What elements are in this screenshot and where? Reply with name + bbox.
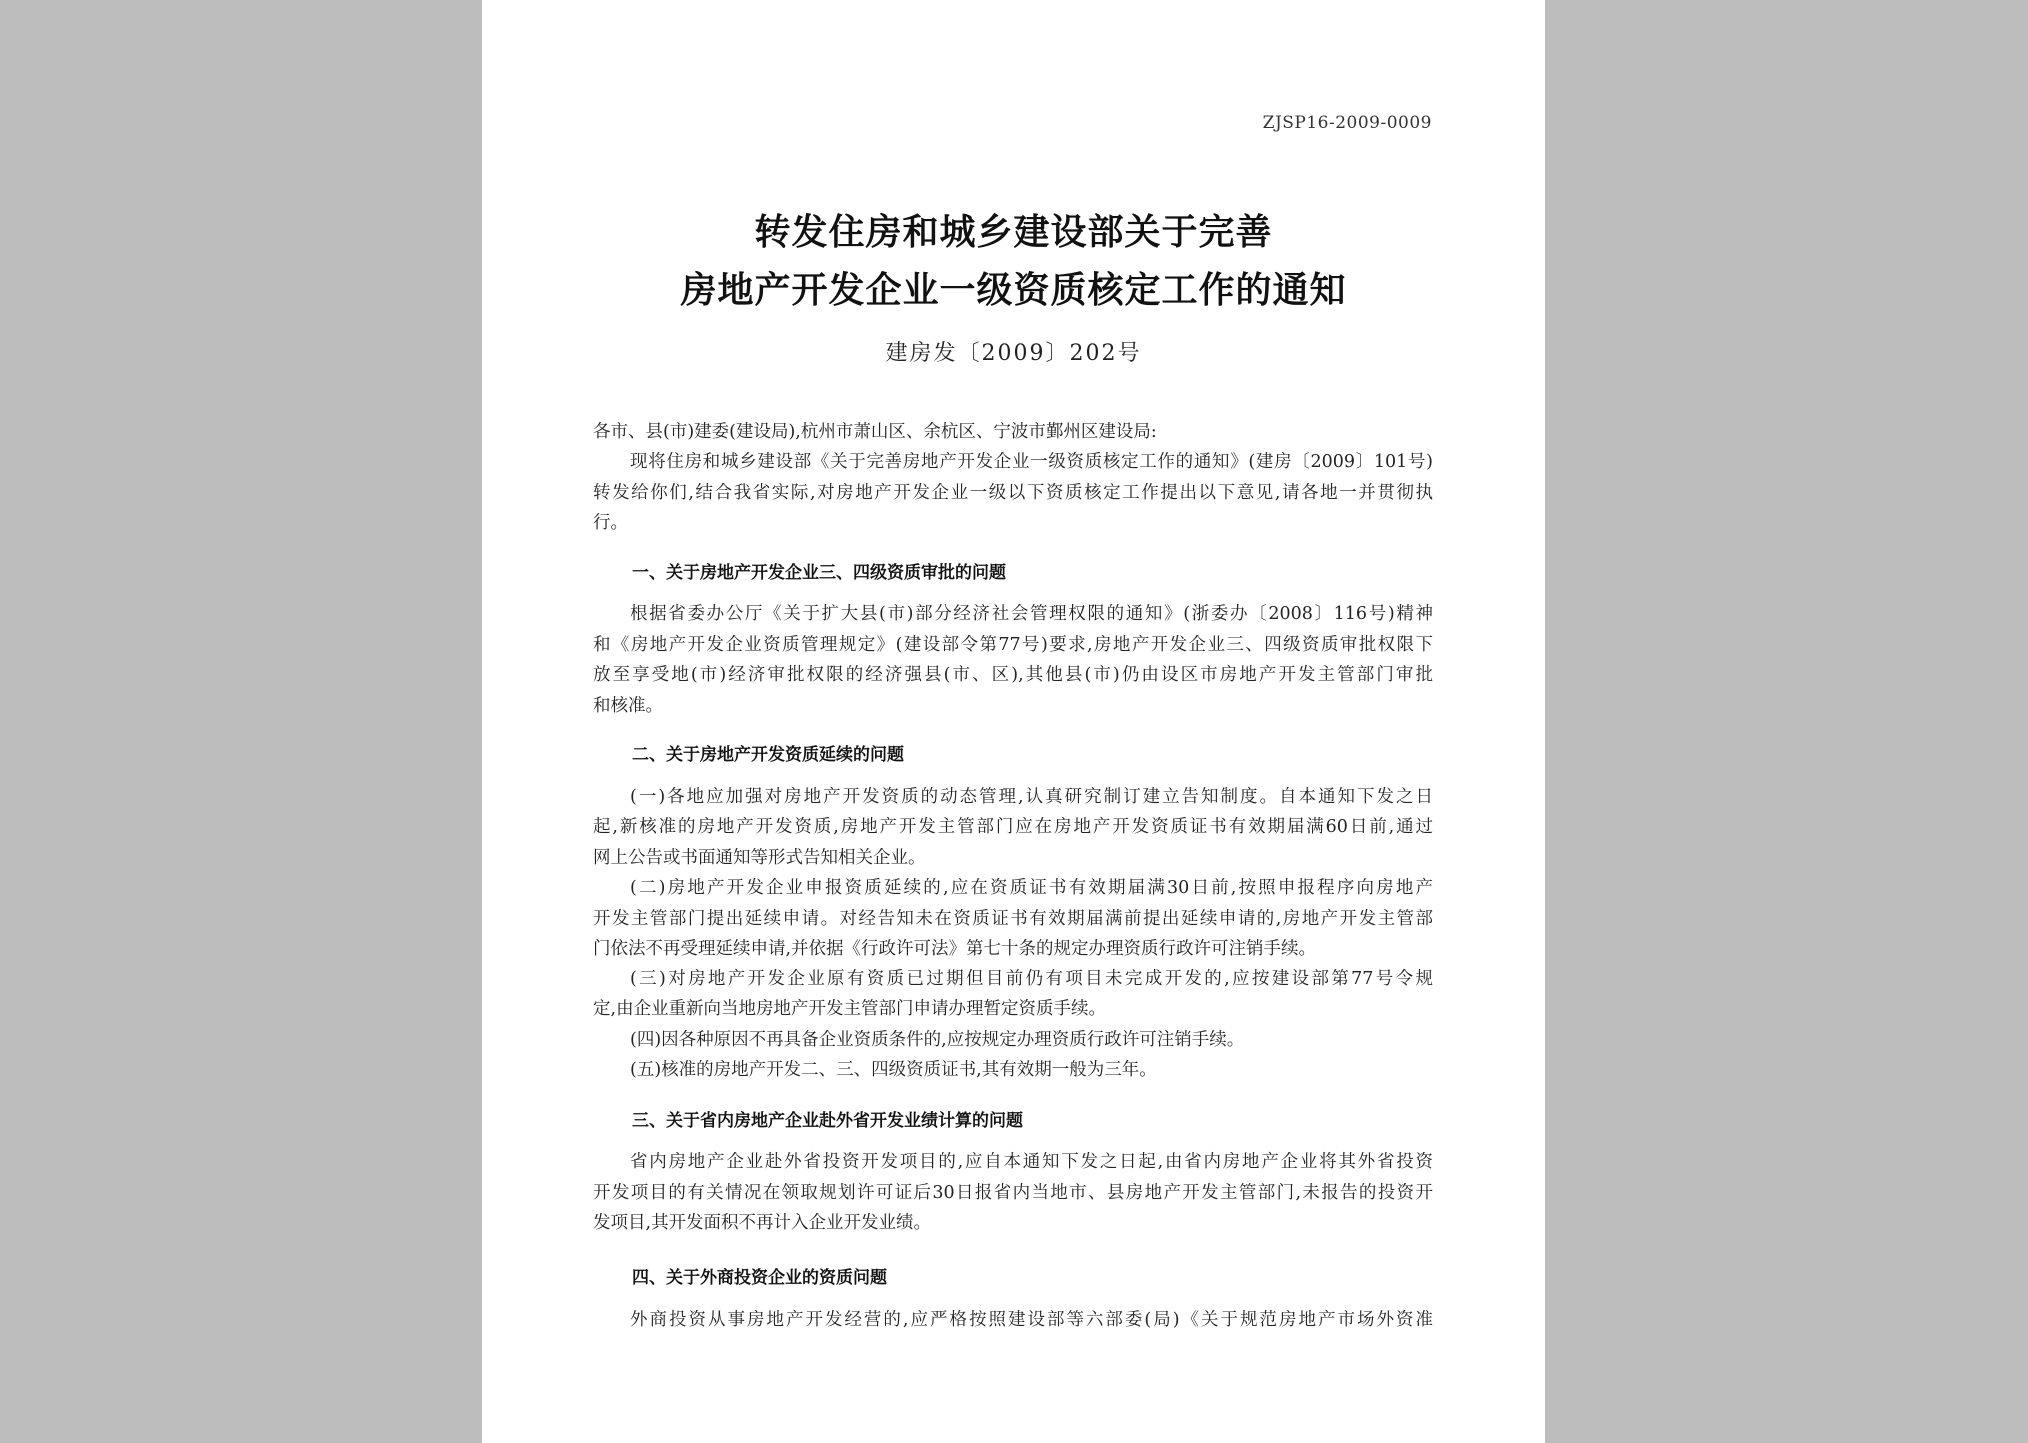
paragraph-line: 和《房地产开发企业资质管理规定》(建设部令第77号)要求,房地产开发企业三、四级资质审批权限下 [593, 635, 1433, 655]
title-line-1: 转发住房和城乡建设部关于完善 [754, 211, 1273, 253]
addressee: 各市、县(市)建委(建设局),杭州市萧山区、余杭区、宁波市鄞州区建设局: [593, 422, 1157, 442]
paragraph-line: 放至享受地(市)经济审批权限的经济强县(市、区),其他县(市)仍由设区市房地产开发主管部门审批 [593, 665, 1433, 685]
paragraph-line: 外商投资从事房地产开发经营的,应严格按照建设部等六部委(局)《关于规范房地产市场外资准 [630, 1310, 1433, 1330]
document-code: ZJSP16-2009-0009 [1262, 113, 1432, 133]
paragraph-line: 和核准。 [593, 696, 663, 716]
document-page [482, 0, 1545, 1443]
paragraph-line: 转发给你们,结合我省实际,对房地产开发企业一级以下资质核定工作提出以下意见,请各地一并贯彻执 [593, 483, 1433, 503]
section-heading: 四、关于外商投资企业的资质问题 [632, 1268, 887, 1288]
title-line-2: 房地产开发企业一级资质核定工作的通知 [680, 269, 1347, 311]
paragraph-line: 发项目,其开发面积不再计入企业开发业绩。 [593, 1213, 932, 1233]
section-heading: 二、关于房地产开发资质延续的问题 [632, 745, 904, 765]
paragraph-line: 开发主管部门提出延续申请。对经告知未在资质证书有效期届满前提出延续申请的,房地产开发主管部 [593, 909, 1433, 929]
paragraph-line: 定,由企业重新向当地房地产开发主管部门申请办理暂定资质手续。 [593, 999, 1107, 1019]
paragraph-line: 门依法不再受理延续申请,并依据《行政许可法》第七十条的规定办理资质行政许可注销手续。 [593, 939, 1317, 959]
paragraph-line: (三)对房地产开发企业原有资质已过期但目前仍有项目未完成开发的,应按建设部第77号令规 [630, 969, 1433, 989]
paragraph-line: (四)因各种原因不再具备企业资质条件的,应按规定办理资质行政许可注销手续。 [630, 1030, 1245, 1050]
paragraph-line: 根据省委办公厅《关于扩大县(市)部分经济社会管理权限的通知》(浙委办〔2008〕116号)精神 [630, 604, 1433, 624]
paragraph-line: 行。 [593, 513, 628, 533]
paragraph-line: 网上公告或书面通知等形式告知相关企业。 [593, 848, 926, 868]
paragraph-line: (五)核准的房地产开发二、三、四级资质证书,其有效期一般为三年。 [630, 1060, 1157, 1080]
paragraph-line: 开发项目的有关情况在领取规划许可证后30日报省内当地市、县房地产开发主管部门,未报告的投资开 [593, 1183, 1433, 1203]
section-heading: 一、关于房地产开发企业三、四级资质审批的问题 [632, 563, 1006, 583]
paragraph-line: (二)房地产开发企业申报资质延续的,应在资质证书有效期届满30日前,按照申报程序向房地产 [630, 878, 1433, 898]
paragraph-line: (一)各地应加强对房地产开发资质的动态管理,认真研究制订建立告知制度。自本通知下发之日 [630, 787, 1433, 807]
section-heading: 三、关于省内房地产企业赴外省开发业绩计算的问题 [632, 1111, 1023, 1131]
paragraph-line: 起,新核准的房地产开发资质,房地产开发主管部门应在房地产开发资质证书有效期届满60日前,通过 [593, 817, 1433, 837]
paragraph-line: 现将住房和城乡建设部《关于完善房地产开发企业一级资质核定工作的通知》(建房〔2009〕101号) [630, 452, 1433, 472]
paragraph-line: 省内房地产企业赴外省投资开发项目的,应自本通知下发之日起,由省内房地产企业将其外省投资 [630, 1152, 1433, 1172]
document-number: 建房发〔2009〕202号 [885, 341, 1142, 366]
